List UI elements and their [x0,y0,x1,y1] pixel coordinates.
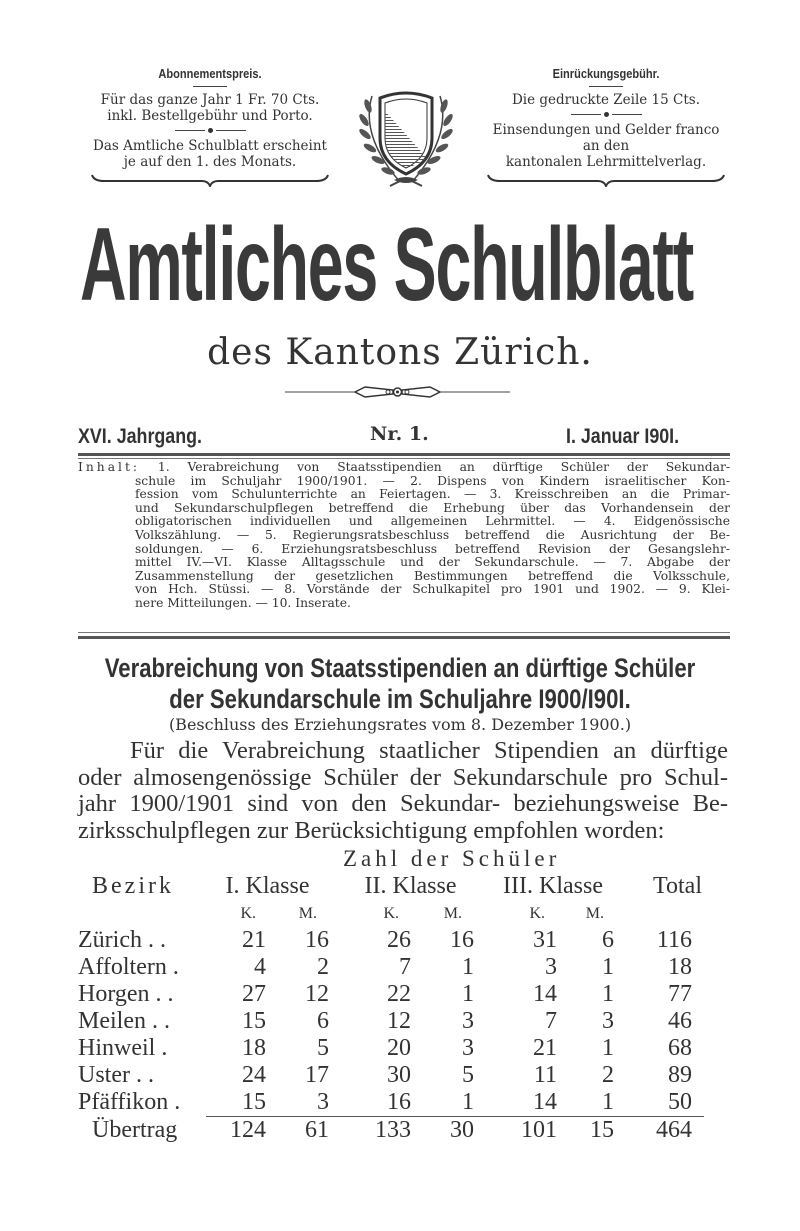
contents-line: und Sekundarschulpflegen betreffend die Erhebung über das Vorhandensein der [135,500,730,515]
issue-date: I. Januar I90I. [566,425,680,448]
contents-line: fession vom Schulunterrichte an Feiertagen. — 3. Kreisschreiben an die Primar- [135,487,730,502]
volume-label: XVI. Jahrgang. [78,425,202,448]
total-label: Übertrag [92,1116,178,1143]
cell: 1 [602,1089,614,1115]
cell: 12 [387,1008,411,1034]
cell: 3 [462,1008,474,1034]
cell: 124 [206,1117,266,1145]
table-of-contents [78,461,730,611]
cell: 22 [387,981,411,1007]
subheader-m: M. [298,905,317,922]
district-name: Horgen . . [78,981,174,1007]
table-row [78,1035,704,1062]
shield-icon [350,86,462,191]
dot-divider [75,128,345,133]
cell: 1 [462,954,474,980]
contents-line: Volkszählung. — 5. Regierungsratsbeschluss betreffend die Ausrichtung der Be- [135,527,730,542]
cell: 1 [602,1035,614,1061]
header-rule-thin [78,458,730,459]
cell-total: 77 [668,981,692,1007]
header-rule [78,453,730,456]
advertising-heading: Einrückungsgebühr. [552,66,660,81]
cell: 15 [242,1089,266,1115]
cell: 30 [411,1117,474,1145]
cell: 1 [462,981,474,1007]
cell-total: 116 [656,927,692,953]
cell: 61 [266,1117,329,1145]
cell: 20 [387,1035,411,1061]
cell-total: 89 [668,1062,692,1088]
table-row [78,1008,704,1035]
cell: 5 [317,1035,329,1061]
paragraph-line: jahr 1900/1901 sind von den Sekundar- beziehungsweise Be- [78,790,728,817]
cell: 15 [557,1117,614,1145]
contents-line: soldungen. — 6. Erziehungsratsbeschluss betreffend Revision der Gesangslehr- [135,541,730,556]
cell: 101 [474,1117,557,1145]
paragraph-line: oder almosengenössige Schüler der Sekundarschule pro Schul- [78,763,728,791]
cell: 27 [242,981,266,1007]
subheader-k: K. [529,905,545,922]
table-row [78,954,704,981]
article-paragraph [78,738,728,844]
subscription-heading: Abonnementspreis. [158,66,262,81]
cell: 1 [602,954,614,980]
contents-line: mittel IV.—VI. Klasse Alltagsschule und der Sekundarschule. — 7. Abgabe der [135,555,730,570]
submission-recipient: kantonalen Lehrmittelverlag. [505,154,707,170]
cell: 3 [545,954,557,980]
table-row [78,1089,704,1117]
ornament-divider [285,382,510,402]
cell: 17 [305,1062,329,1088]
cell: 7 [545,1008,557,1034]
paragraph-line: Für die Verabreichung staatlicher Stipendien an dürftige [130,737,728,764]
district-name: Uster . . [78,1062,154,1088]
header-class-3: III. Klasse [503,873,603,899]
divider [193,86,227,87]
advertising-rate: Die gedruckte Zeile 15 Cts. [511,92,701,108]
subscription-box [75,66,345,191]
subheader-k: K. [383,905,399,922]
header-total: Total [653,873,702,899]
cell: 133 [329,1117,411,1145]
contents-line: obligatorischen individuellen und allgemeinen Lehrmittel. — 4. Eidgenössische [135,514,730,529]
cell: 2 [317,954,329,980]
cell: 14 [533,981,557,1007]
cell: 18 [242,1035,266,1061]
contents-line: von Hch. Stüssi. — 8. Vorstände der Schulkapitel pro 1901 und 1902. — 9. Klei- [135,582,730,597]
cell-total: 46 [668,1008,692,1034]
cell: 5 [462,1062,474,1088]
district-name: Hinweil . [78,1035,168,1061]
cell: 21 [533,1035,557,1061]
cell: 16 [305,927,329,953]
subheader-k: K. [240,905,256,922]
table-group-header: Zahl der Schüler [343,846,561,871]
article-heading-2: der Sekundarschule im Schuljahre I900/I90I. [169,684,631,714]
cell-total: 68 [668,1035,692,1061]
subheader-m: M. [443,905,462,922]
cell-total: 464 [614,1117,704,1145]
header-class-1: I. Klasse [225,873,310,899]
cell: 21 [242,927,266,953]
district-name: Zürich . . [78,927,166,953]
newspaper-subtitle: des Kantons Zürich. [207,332,593,373]
advertising-box [475,66,737,191]
cell: 16 [387,1089,411,1115]
cell: 12 [305,981,329,1007]
publication-note: Das Amtliche Schulblatt erscheint [93,138,327,154]
table-total-row [78,1117,704,1145]
cell: 11 [533,1062,557,1088]
contents-line: Zusammenstellung der gesetzlichen Bestimmungen betreffend die Volksschule, [135,568,730,583]
submission-note: Einsendungen und Gelder franco [492,122,720,138]
cell-total: 50 [668,1089,692,1115]
cell: 3 [602,1008,614,1034]
header-class-2: II. Klasse [364,873,457,899]
district-name: Affoltern . [78,954,179,980]
cell: 31 [533,927,557,953]
contents-line: schule im Schuljahr 1900/1901. — 2. Dispens von Kindern israelitischer Kon- [135,473,730,488]
cell: 7 [399,954,411,980]
district-name: Pfäffikon . [78,1089,181,1116]
cell: 26 [387,927,411,953]
cell: 4 [254,954,266,980]
table-header-row [78,873,704,900]
cell: 3 [462,1035,474,1061]
subscription-price: Für das ganze Jahr 1 Fr. 70 Cts. [100,92,320,108]
cell: 2 [602,1062,614,1088]
table-subheader-row [78,900,704,927]
subheader-m: M. [585,905,604,922]
contents-line: nere Mitteilungen. — 10. Inserate. [135,595,351,610]
cell-total: 18 [668,954,692,980]
table-row [78,981,704,1008]
cell: 6 [317,1008,329,1034]
district-name: Meilen . . [78,1008,170,1034]
article-heading: Verabreichung von Staatsstipendien an dürftige Schüler [104,653,696,683]
contents-rule [78,636,730,639]
paragraph-line: zirksschulpflegen zur Berücksichtigung empfohlen worden: [78,816,665,844]
contents-rule-thin [78,632,730,633]
brace-ornament [486,173,726,187]
header-bezirk: Bezirk [92,873,174,899]
subscription-note: inkl. Bestellgebühr und Porto. [107,108,313,124]
contents-label: Inhalt: [78,460,141,474]
cell: 24 [242,1062,266,1088]
issue-number: Nr. 1. [370,423,429,445]
cell: 14 [533,1089,557,1115]
submission-note-2: an den [582,138,630,154]
brace-ornament [90,173,330,187]
cell: 3 [317,1089,329,1115]
cell: 30 [387,1062,411,1088]
article-note: (Beschluss des Erziehungsrates vom 8. Dezember 1900.) [168,715,632,734]
publication-schedule: je auf den 1. des Monats. [123,154,297,170]
students-table [78,873,704,1144]
cell: 1 [462,1089,474,1115]
cell: 1 [602,981,614,1007]
divider [589,86,623,87]
cell: 15 [242,1008,266,1034]
cell: 6 [602,927,614,953]
table-row [78,927,704,954]
newspaper-title: Amtliches Schulblatt [80,207,693,323]
coat-of-arms-emblem [350,86,462,191]
table-row [78,1062,704,1089]
dot-divider [475,112,737,117]
contents-line: Inhalt: 1. Verabreichung von Staatsstipendien an dürftige Schüler der Sekundar- [78,460,730,474]
cell: 16 [450,927,474,953]
